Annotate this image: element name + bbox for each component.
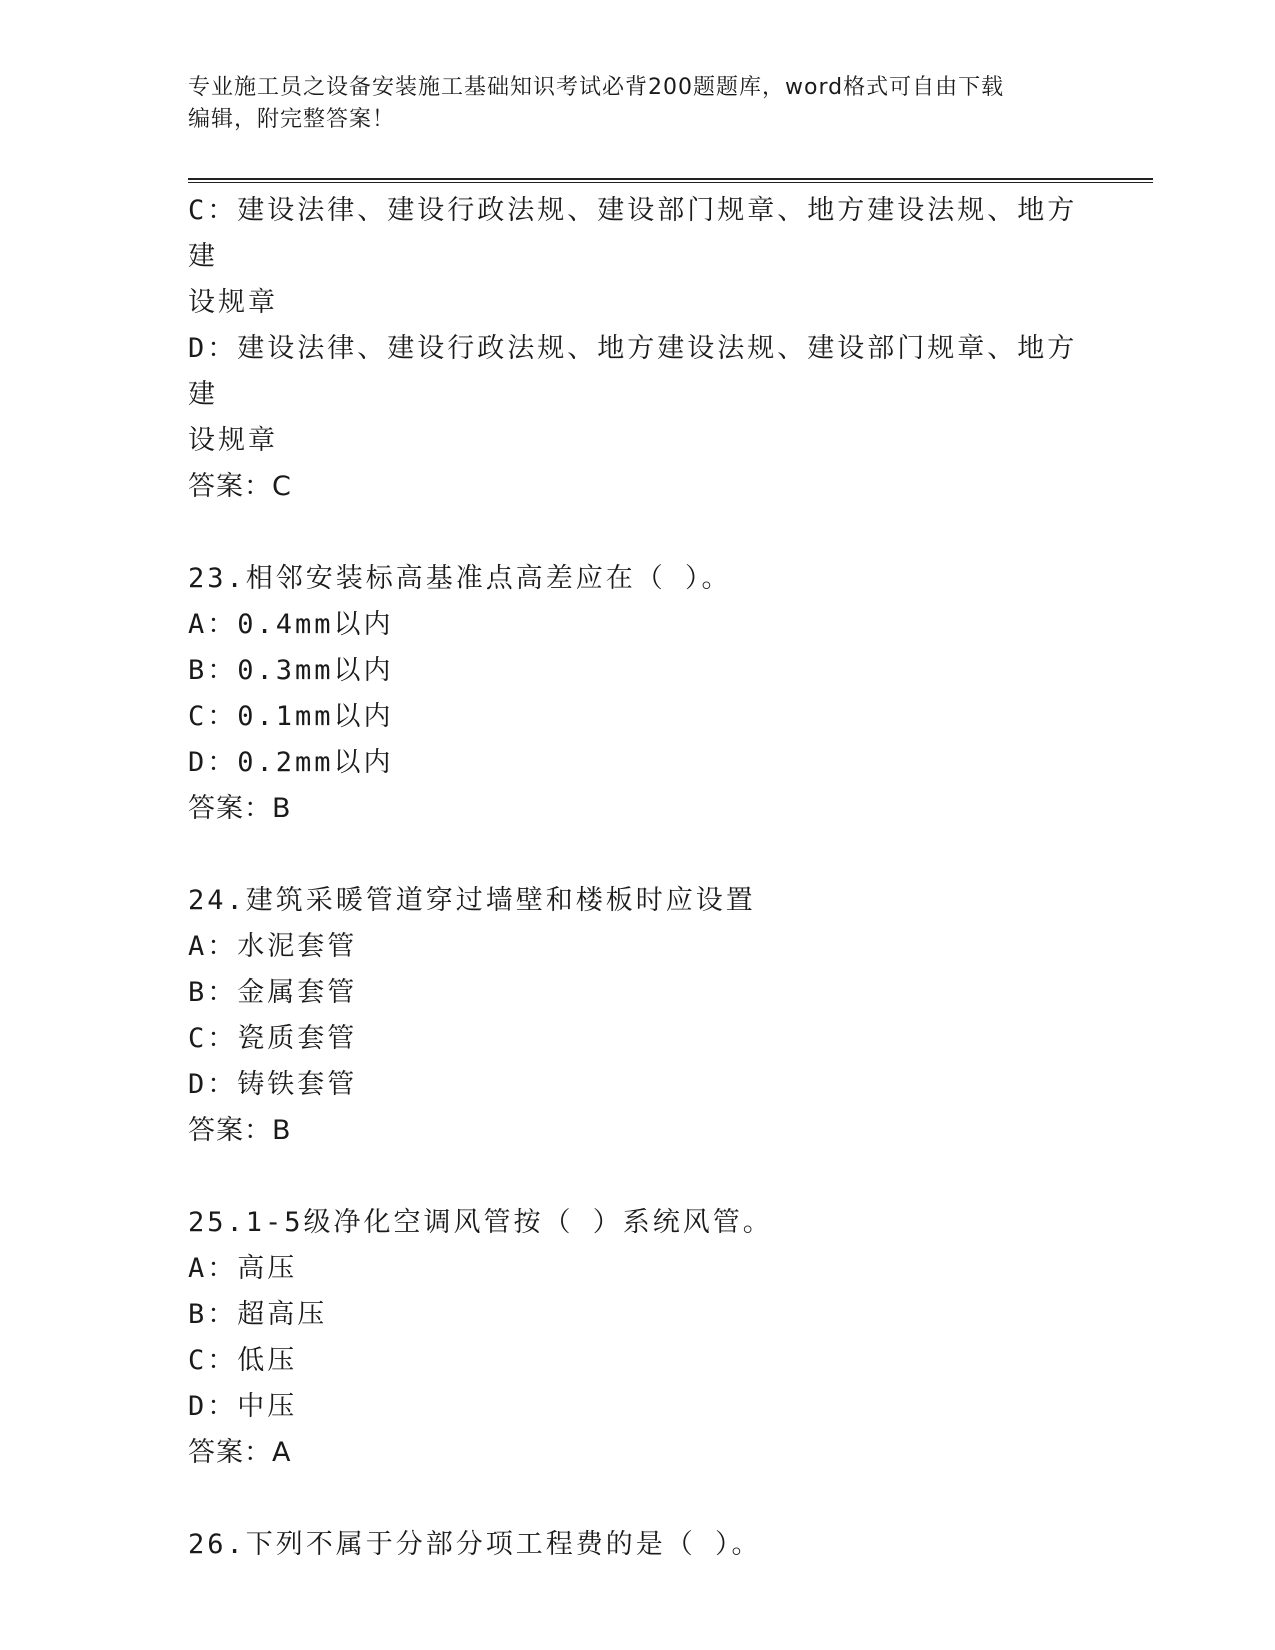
option-b: B：金属套管 [188,977,358,1008]
answer-label: 答案：B [188,1115,292,1146]
question-24 [188,878,1088,1154]
question-list [188,188,1088,1568]
question-25 [188,1200,1088,1476]
option-c: C：0.1mm以内 [188,701,394,732]
option-a: A：水泥套管 [188,931,358,962]
header-line-1: 专业施工员之设备安装施工基础知识考试必背200题题库，word格式可自由下载 [188,75,1005,100]
option-a: A：0.4mm以内 [188,609,394,640]
option-c: C：瓷质套管 [188,1023,358,1054]
option-d: D：0.2mm以内 [188,747,394,778]
spacer [188,1154,1088,1200]
option-d-line-2: 设规章 [188,425,278,456]
option-a: A：高压 [188,1253,298,1284]
question-26 [188,1522,1088,1568]
spacer [188,510,1088,556]
option-c-line-1: C：建设法律、建设行政法规、建设部门规章、地方建设法规、地方建 [188,195,1078,272]
spacer [188,832,1088,878]
header-divider-thick [188,178,1153,180]
option-c: C：低压 [188,1345,298,1376]
question-title: 26.下列不属于分部分项工程费的是（ ）。 [188,1529,762,1560]
option-d: D：中压 [188,1391,298,1422]
option-c-line-2: 设规章 [188,287,278,318]
document-header [188,72,1068,136]
option-b: B：0.3mm以内 [188,655,394,686]
question-title: 23.相邻安装标高基准点高差应在（ ）。 [188,563,732,594]
answer-label: 答案：C [188,471,292,502]
header-divider-thin [188,182,1153,183]
option-d-line-1: D：建设法律、建设行政法规、地方建设法规、建设部门规章、地方建 [188,333,1078,410]
header-line-2: 编辑，附完整答案！ [188,107,396,132]
answer-label: 答案：A [188,1437,292,1468]
spacer [188,1476,1088,1522]
question-22-continuation [188,188,1088,510]
question-title: 25.1-5级净化空调风管按（ ）系统风管。 [188,1207,773,1238]
option-d: D：铸铁套管 [188,1069,358,1100]
question-23 [188,556,1088,832]
question-title: 24.建筑采暖管道穿过墙壁和楼板时应设置 [188,885,756,916]
option-b: B：超高压 [188,1299,328,1330]
answer-label: 答案：B [188,793,292,824]
